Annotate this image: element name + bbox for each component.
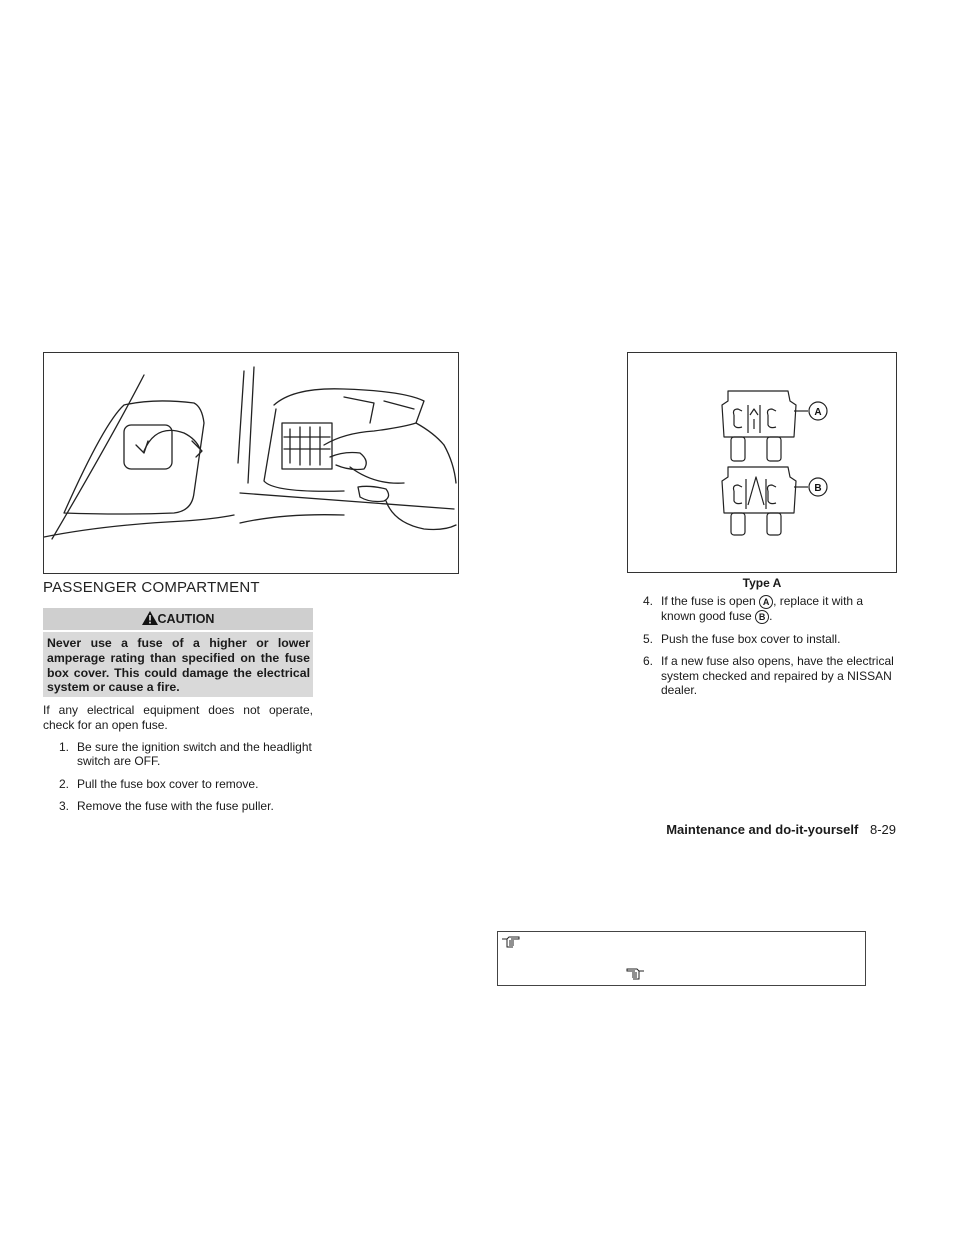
list-item bbox=[627, 632, 897, 646]
section-title: PASSENGER COMPARTMENT bbox=[43, 579, 260, 596]
figure-caption: Type A bbox=[742, 576, 782, 590]
step-number: 3. bbox=[58, 799, 69, 814]
caution-heading bbox=[43, 608, 313, 630]
fuse-a-drawing bbox=[722, 391, 808, 461]
marker-b: B bbox=[755, 610, 769, 624]
steps-list-left bbox=[43, 740, 313, 814]
step-text: If the fuse is open A , replace it with a known good fuse B . bbox=[661, 594, 864, 623]
step-text: Remove the fuse with the fuse puller. bbox=[77, 799, 274, 814]
fuse-box-drawing bbox=[44, 353, 458, 573]
marker-a: A bbox=[759, 595, 773, 609]
step-number: 1. bbox=[58, 740, 69, 754]
step-number: 6. bbox=[642, 654, 653, 669]
list-item bbox=[627, 594, 897, 624]
fuse-label-b: B bbox=[814, 483, 822, 494]
passenger-compartment-illustration bbox=[43, 352, 459, 574]
fuse-b-drawing bbox=[722, 467, 808, 535]
caution-label: CAUTION bbox=[157, 612, 215, 626]
fuse-drawing bbox=[628, 353, 896, 572]
fuse-label-a: A bbox=[814, 407, 822, 418]
navigation-box bbox=[497, 931, 866, 986]
list-item bbox=[43, 777, 313, 791]
warning-triangle-icon bbox=[142, 611, 158, 625]
step-text: Pull the fuse box cover to remove. bbox=[77, 776, 259, 791]
steps-list-right bbox=[627, 594, 897, 698]
list-item bbox=[43, 799, 313, 813]
step-text: Push the fuse box cover to install. bbox=[661, 632, 841, 646]
step-text: If a new fuse also opens, have the electrical system checked and repaired by a NISSAN dealer. bbox=[661, 654, 894, 698]
step-number: 5. bbox=[642, 632, 653, 646]
fuse-type-a-illustration bbox=[627, 352, 897, 573]
step-text: Be sure the ignition switch and the headlight switch are OFF. bbox=[77, 740, 312, 769]
page-footer bbox=[666, 822, 896, 837]
pointing-hand-right-icon[interactable] bbox=[501, 935, 521, 949]
intro-paragraph: If any electrical equipment does not operate, check for an open fuse. bbox=[43, 703, 313, 732]
pointing-hand-left-icon[interactable] bbox=[625, 967, 645, 981]
step-number: 4. bbox=[642, 594, 653, 608]
page-number: 8-29 bbox=[869, 822, 896, 837]
list-item bbox=[627, 654, 897, 697]
step-number: 2. bbox=[58, 776, 69, 791]
caution-text: Never use a fuse of a higher or lower amperage rating than specified on the fuse box cover. This could damage the electrical system or cause a fire. bbox=[43, 632, 313, 697]
footer-section: Maintenance and do-it-yourself bbox=[666, 822, 859, 837]
list-item bbox=[43, 740, 313, 769]
